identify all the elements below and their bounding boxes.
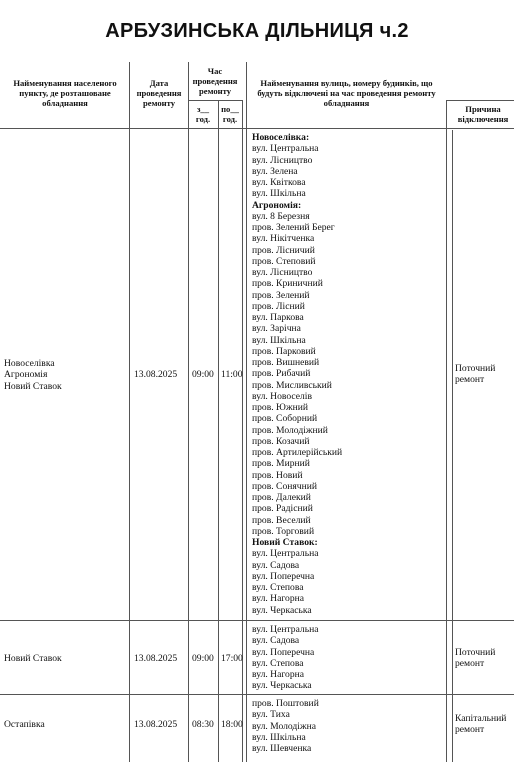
street-item: вул. Центральна: [252, 548, 319, 560]
row2-locality: Новий Ставок: [4, 653, 62, 664]
row-divider: [446, 100, 514, 101]
street-item: пров. Мирний: [252, 458, 310, 470]
street-item: вул. Центральна: [252, 143, 319, 155]
locality-heading: Новоселівка:: [252, 132, 310, 143]
row2-date: 13.08.2025: [134, 653, 178, 664]
row-divider: [0, 128, 514, 129]
header-time: Час проведення ремонту: [192, 66, 238, 96]
column-divider: [218, 100, 219, 762]
row1-locality: Новоселівка Агрономія Новий Ставок: [4, 358, 62, 392]
street-item: пров. Сонячний: [252, 480, 318, 492]
street-item: пров. Лісний: [252, 300, 305, 312]
column-divider: [129, 62, 130, 762]
row3-time-to: 18:00: [221, 719, 243, 730]
street-item: вул. 8 Березня: [252, 210, 310, 222]
street-item: пров. Зелений: [252, 289, 310, 301]
street-item: вул. Шевченка: [252, 743, 312, 754]
street-item: вул. Садова: [252, 559, 300, 571]
street-item: пров. Парковий: [252, 345, 316, 357]
row1-time-to: 11:00: [221, 369, 243, 380]
street-item: вул. Тиха: [252, 709, 290, 721]
header-streets: Найменування вулиць, номеру будинків, що будуть відключені на час проведення ремонту обладнання: [257, 78, 436, 108]
street-item: пров. Козачий: [252, 435, 310, 447]
row3-date: 13.08.2025: [134, 719, 178, 730]
street-item: вул. Шкільна: [252, 188, 306, 200]
street-item: вул. Степова: [252, 582, 304, 593]
street-item: вул. Зарічна: [252, 323, 301, 335]
street-item: вул. Шкільна: [252, 334, 306, 346]
column-divider: [452, 130, 453, 762]
street-item: вул. Нікітченка: [252, 233, 315, 245]
header-time-to: по__ год.: [221, 104, 239, 124]
street-item: пров. Зелений Берег: [252, 222, 335, 233]
row-divider: [188, 100, 242, 101]
street-item: вул. Шкільна: [252, 731, 306, 743]
street-item: вул. Лісництво: [252, 154, 313, 166]
street-item: пров. Лісничий: [252, 244, 315, 256]
outage-table: [0, 62, 514, 762]
street-item: пров. Молодіжний: [252, 424, 328, 436]
row3-time-from: 08:30: [192, 719, 214, 730]
street-item: вул. Черкаська: [252, 680, 312, 692]
street-item: вул. Молодіжна: [252, 720, 316, 732]
street-item: пров. Мисливський: [252, 379, 332, 391]
row1-time-from: 09:00: [192, 369, 214, 380]
street-item: пров. Торговий: [252, 525, 315, 537]
street-item: пров. Веселий: [252, 514, 311, 526]
column-divider: [246, 62, 247, 762]
row1-reason: Поточний ремонт: [455, 363, 496, 386]
street-item: вул. Новоселів: [252, 390, 313, 402]
street-item: вул. Центральна: [252, 624, 319, 635]
row2-streets: [252, 624, 319, 692]
row1-streets: [252, 132, 342, 616]
locality-heading: Агрономія:: [252, 199, 302, 211]
street-item: пров. Южний: [252, 402, 309, 413]
street-item: вул. Поперечна: [252, 570, 315, 582]
street-item: вул. Садова: [252, 635, 300, 647]
page-title: АРБУЗИНСЬКА ДІЛЬНИЦЯ ч.2: [105, 20, 409, 42]
street-item: вул. Поперечна: [252, 646, 315, 658]
header-date: Дата проведення ремонту: [136, 78, 182, 108]
street-item: пров. Далекий: [252, 492, 311, 503]
row3-reason: Капітальний ремонт: [455, 713, 507, 736]
street-item: пров. Степовий: [252, 255, 316, 267]
column-divider: [446, 100, 447, 762]
row2-reason: Поточний ремонт: [455, 647, 496, 670]
street-item: вул. Зелена: [252, 165, 298, 177]
street-item: пров. Вишневий: [252, 357, 320, 368]
row1-date: 13.08.2025: [134, 369, 178, 380]
header-time-from: з__ год.: [195, 104, 211, 124]
row3-locality: Остапівка: [4, 719, 45, 730]
street-item: вул. Степова: [252, 657, 304, 669]
street-item: вул. Паркова: [252, 312, 304, 323]
street-item: пров. Соборний: [252, 413, 318, 425]
street-item: вул. Нагорна: [252, 593, 305, 605]
street-item: вул. Квіткова: [252, 177, 306, 188]
row2-time-from: 09:00: [192, 653, 214, 664]
street-item: пров. Радісний: [252, 503, 313, 515]
row-divider: [0, 694, 514, 695]
street-item: пров. Поштовий: [252, 698, 319, 709]
row3-streets: [252, 698, 319, 754]
locality-heading: Новий Ставок:: [252, 537, 318, 548]
column-divider: [188, 62, 189, 762]
header-reason: Причина відключення: [457, 104, 509, 124]
street-item: вул. Лісництво: [252, 267, 313, 278]
street-item: пров. Криничний: [252, 278, 323, 290]
row2-time-to: 17:00: [221, 653, 243, 664]
street-item: вул. Нагорна: [252, 669, 305, 680]
street-item: пров. Рибачий: [252, 368, 311, 380]
header-locality: Найменування населеного пункту, де розташоване обладнання: [13, 78, 117, 108]
row-divider: [0, 620, 514, 621]
street-item: вул. Черкаська: [252, 604, 312, 616]
street-item: пров. Артилерійський: [252, 447, 343, 458]
street-item: пров. Новий: [252, 469, 303, 481]
